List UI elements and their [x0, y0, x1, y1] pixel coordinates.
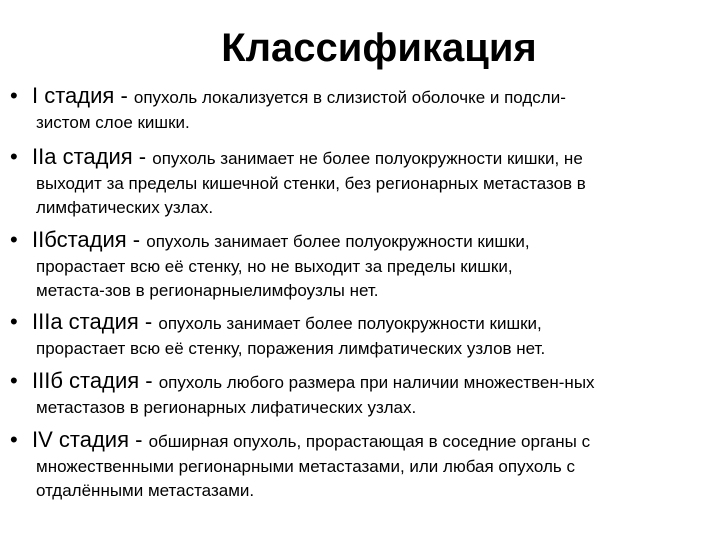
stage-separator: -: [129, 427, 149, 452]
stage-separator: -: [132, 144, 153, 169]
stage-description-line: опухоль занимает более полуокружности кишки,: [146, 232, 530, 251]
stage-name: IIбстадия: [32, 227, 127, 252]
stage-description-line: опухоль локализуется в слизистой оболочке и подсли-: [133, 88, 566, 107]
stage-name: IIIa стадия: [32, 309, 139, 334]
stage-item-iib: [10, 227, 700, 300]
bullet-icon: •: [10, 309, 18, 334]
stage-name: IIIб стадия: [32, 368, 140, 393]
stage-separator: -: [126, 227, 147, 252]
stage-description-line: выходит за пределы кишечной стенки, без регионарных метастазов в: [36, 174, 586, 193]
stage-description-line: отдалёнными метастазами.: [36, 481, 255, 500]
stage-description-line: прорастает всю её стенку, но не выходит за пределы кишки,: [36, 257, 513, 276]
bullet-icon: •: [10, 368, 18, 393]
bullet-icon: •: [10, 227, 18, 252]
stage-description-line: множественными регионарными метастазами, или любая опухоль с: [36, 457, 575, 476]
stage-item-i: [10, 83, 700, 132]
stage-separator: -: [138, 309, 159, 334]
stage-separator: -: [139, 368, 159, 393]
stage-description-line: лимфатических узлах.: [36, 198, 214, 217]
stage-name: IV стадия: [32, 427, 130, 452]
stage-item-iia: [10, 144, 700, 217]
stage-item-iiib: [10, 368, 700, 417]
stage-description-line: опухоль занимает более полуокружности кишки,: [158, 314, 542, 333]
stage-item-iv: [10, 427, 700, 500]
stage-description-line: опухоль занимает не более полуокружности кишки, не: [152, 149, 583, 168]
stage-description-line: обширная опухоль, прорастающая в соседние органы с: [148, 432, 591, 451]
stage-name: I стадия: [32, 83, 115, 108]
slide-title: Классификация: [221, 26, 537, 70]
bullet-icon: •: [10, 144, 18, 169]
bullet-icon: •: [10, 427, 18, 452]
stage-description-line: опухоль любого размера при наличии множествен-ных: [158, 373, 595, 392]
stage-separator: -: [114, 83, 134, 108]
bullet-icon: •: [10, 83, 18, 108]
stage-description-line: зистом слое кишки.: [36, 113, 190, 132]
stage-name: IIa стадия: [32, 144, 133, 169]
stage-item-iiia: [10, 309, 700, 358]
stage-description-line: прорастает всю её стенку, поражения лимфатических узлов нет.: [36, 339, 546, 358]
stage-description-line: метастазов в регионарных лифатических узлах.: [36, 398, 417, 417]
stage-description-line: метаста-зов в регионарныелимфоузлы нет.: [36, 281, 379, 300]
